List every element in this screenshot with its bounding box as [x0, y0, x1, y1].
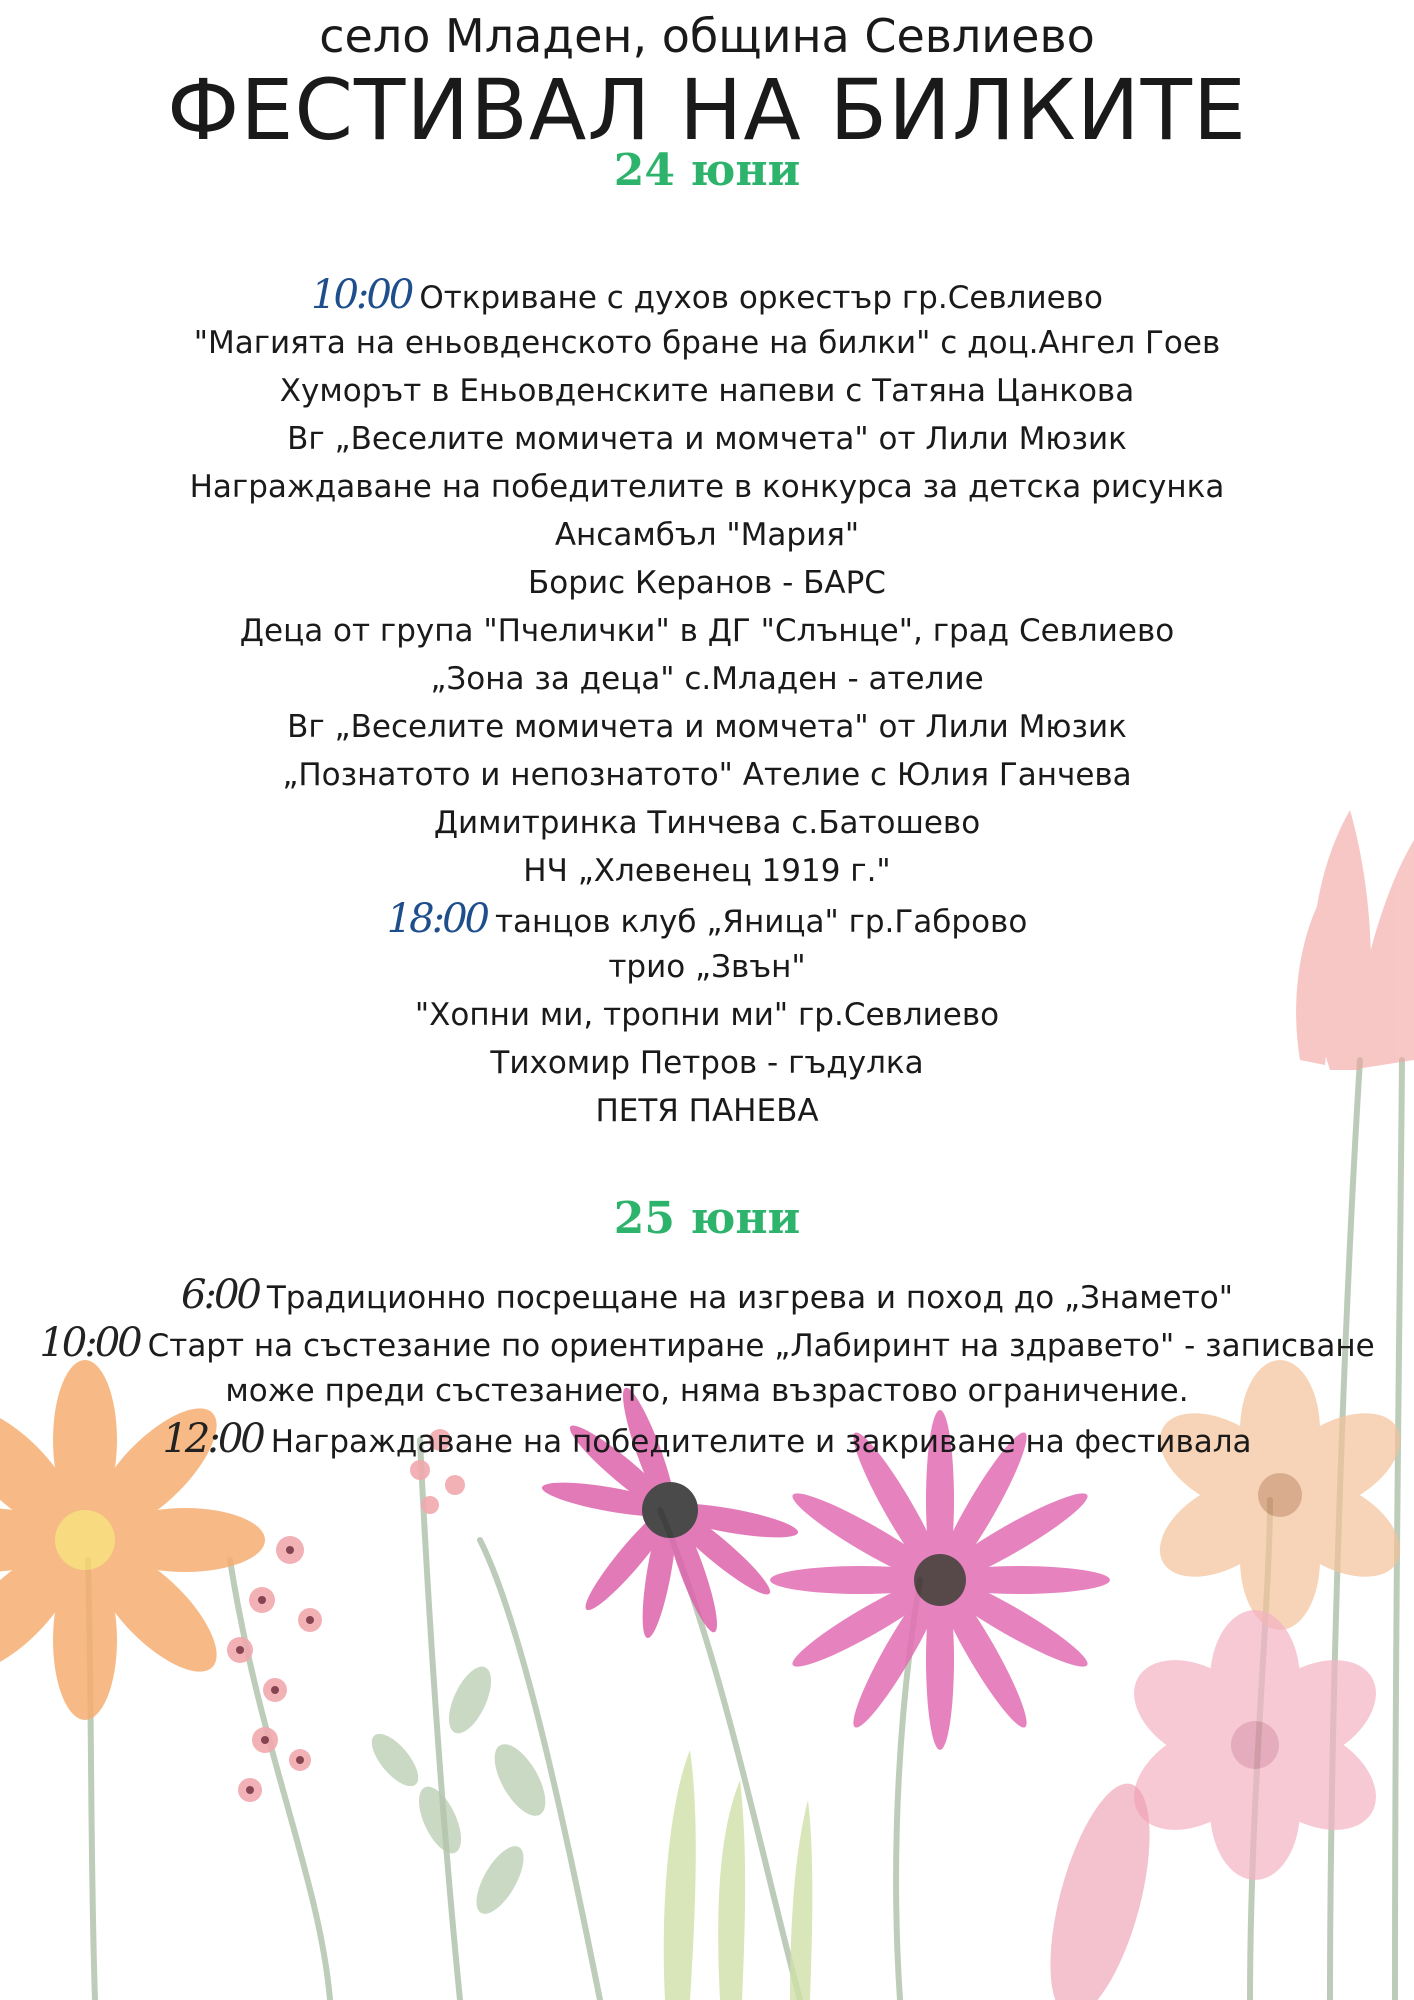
program-item	[0, 944, 1414, 990]
program-time: 10:00	[311, 272, 412, 318]
program-text: Старт на състезание по ориентиране „Лабиринт на здравето" - записване	[147, 1328, 1375, 1364]
program-text: „Зона за деца" с.Младен - ателие	[430, 661, 984, 697]
program-text: Борис Керанов - БАРС	[528, 565, 886, 601]
program-time: 18:00	[386, 896, 487, 942]
day2-heading: 25 юни	[613, 1193, 801, 1244]
program-text: "Магията на еньовденското бране на билки" с доц.Ангел Гоев	[193, 325, 1221, 361]
program-text: Ансамбъл "Мария"	[554, 517, 860, 553]
light-pink-flower-icon	[1116, 1610, 1395, 1880]
program-item	[0, 512, 1414, 558]
program-text: Деца от група "Пчелички" в ДГ "Слънце", град Севлиево	[239, 613, 1175, 649]
location-subtitle: село Младен, община Севлиево	[319, 9, 1095, 63]
program-item	[0, 272, 1414, 321]
program-item	[0, 800, 1414, 846]
program-time: 12:00	[162, 1416, 263, 1462]
festival-title: ФЕСТИВАЛ НА БИЛКИТЕ	[167, 61, 1247, 159]
orange-flower-icon	[0, 1360, 265, 1720]
program-text: трио „Звън"	[608, 949, 806, 985]
program-item	[0, 1040, 1414, 1086]
program-item	[0, 848, 1414, 894]
program-text: Вг „Веселите момичета и момчета" от Лили Мюзик	[287, 421, 1127, 457]
program-text: Откриване с духов оркестър гр.Севлиево	[419, 280, 1103, 316]
program-text: Награждаване на победителите в конкурса за детска рисунка	[189, 469, 1225, 505]
program-item	[0, 656, 1414, 702]
program-text: Награждаване на победителите и закриване на фестивала	[270, 1424, 1252, 1460]
program-item	[0, 1368, 1414, 1414]
program-text: „Познатото и непознатото" Ателие с Юлия Ганчева	[282, 757, 1132, 793]
program-text: НЧ „Хлевенец 1919 г."	[523, 853, 891, 889]
program-item	[0, 464, 1414, 510]
program-text: Димитринка Тинчева с.Батошево	[433, 805, 981, 841]
program-item	[0, 416, 1414, 462]
day1-heading: 24 юни	[613, 145, 801, 196]
program-text: "Хопни ми, тропни ми" гр.Севлиево	[414, 997, 1000, 1033]
program-text: танцов клуб „Яница" гр.Габрово	[494, 904, 1028, 940]
program-text: Вг „Веселите момичета и момчета" от Лили Мюзик	[287, 709, 1127, 745]
program-item	[0, 608, 1414, 654]
program-item	[0, 1088, 1414, 1134]
program-text: ПЕТЯ ПАНЕВА	[595, 1093, 819, 1129]
program-text: Тихомир Петров - гъдулка	[490, 1045, 924, 1081]
program-text: Традиционно посрещане на изгрева и поход до „Знамето"	[266, 1280, 1233, 1316]
program-item	[0, 368, 1414, 414]
program-text: може преди състезанието, няма възрастово ограничение.	[225, 1373, 1189, 1409]
program-item	[0, 752, 1414, 798]
program-item	[0, 704, 1414, 750]
program-text: Хуморът в Еньовденските напеви с Татяна Цанкова	[279, 373, 1135, 409]
program-item	[0, 560, 1414, 606]
program-item	[0, 1320, 1414, 1369]
program-time: 6:00	[181, 1272, 259, 1318]
program-time: 10:00	[39, 1320, 140, 1366]
program-item	[0, 896, 1414, 945]
program-item	[0, 1416, 1414, 1465]
program-item	[0, 1272, 1414, 1321]
program-item	[0, 992, 1414, 1038]
program-item	[0, 320, 1414, 366]
